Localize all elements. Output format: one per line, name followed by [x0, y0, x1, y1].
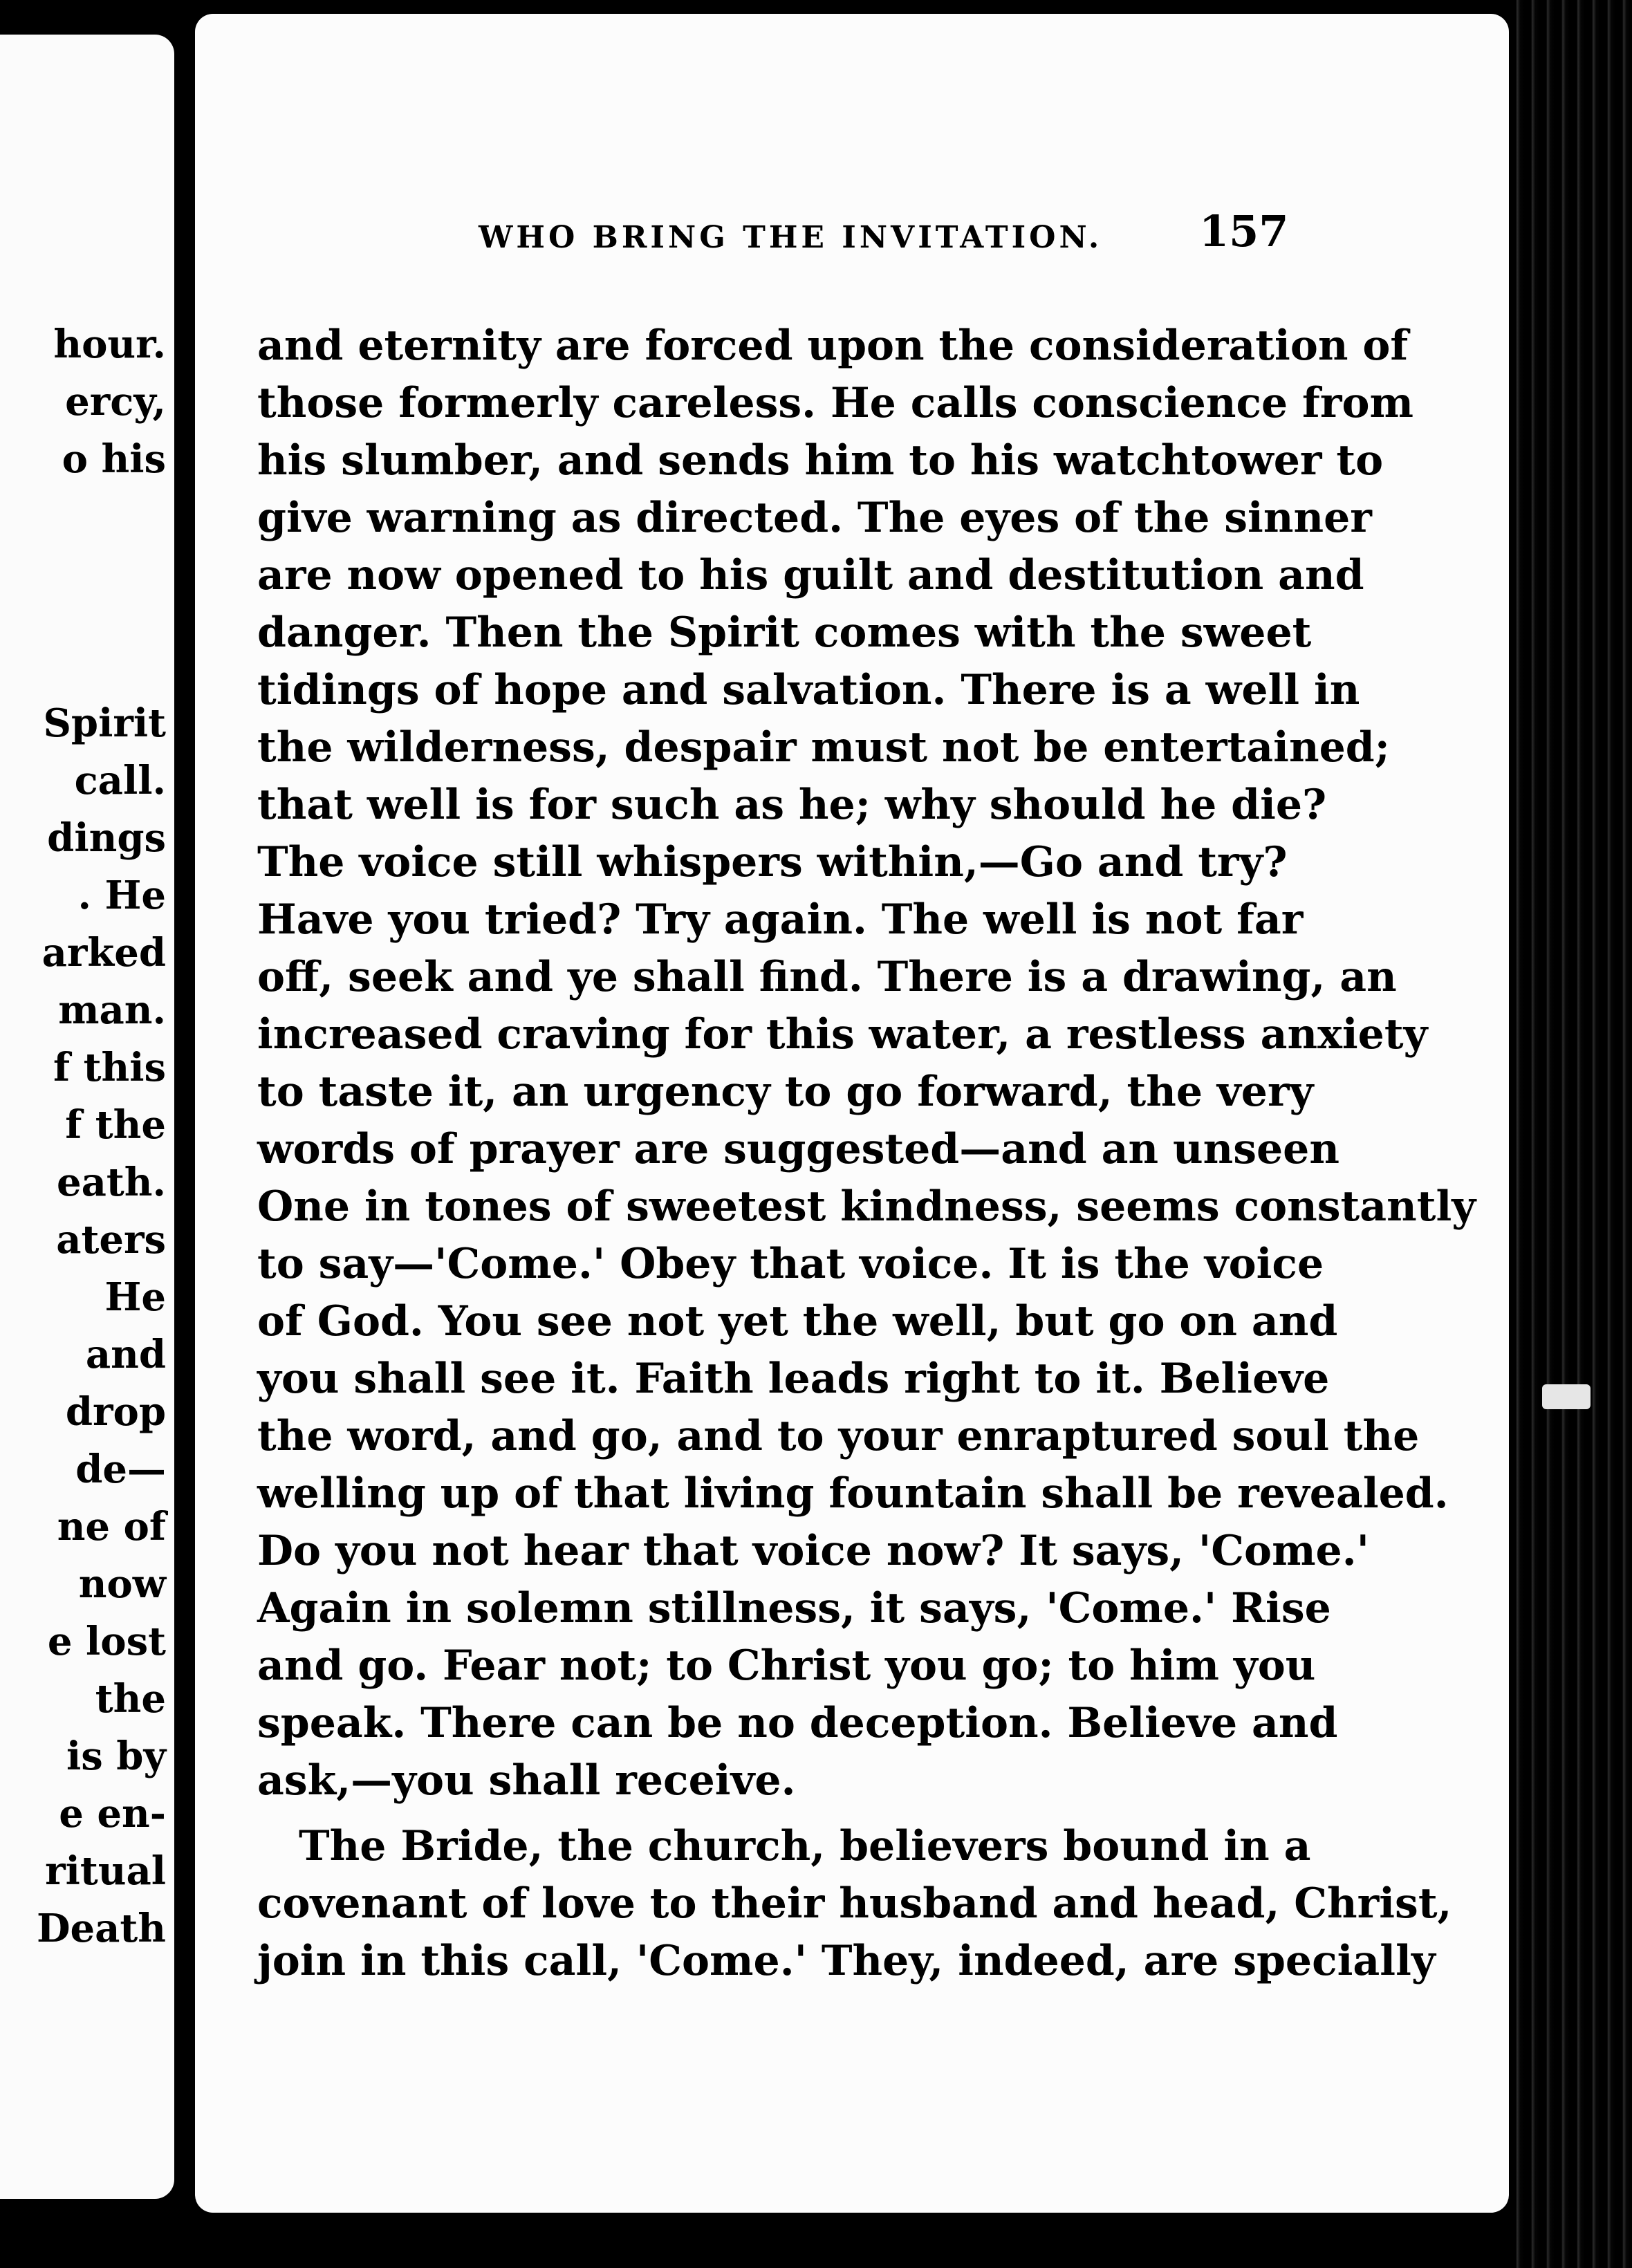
text-line: give warning as directed. The eyes of the sinner	[257, 494, 1372, 542]
text-line: of God. You see not yet the well, but go on and	[257, 1297, 1338, 1346]
book-binding-edge	[1509, 0, 1632, 2268]
left-page-line: arked	[41, 930, 166, 976]
left-page-line: e en-	[59, 1791, 166, 1837]
text-line: increased craving for this water, a restless anxiety	[257, 1010, 1428, 1059]
text-line: to say—'Come.' Obey that voice. It is the voice	[257, 1240, 1324, 1288]
left-page-line: eath.	[57, 1160, 166, 1205]
text-line: Do you not hear that voice now? It says, 'Come.'	[257, 1527, 1369, 1575]
text-line: his slumber, and sends him to his watchtower to	[257, 436, 1384, 485]
text-line: tidings of hope and salvation. There is a well in	[257, 666, 1360, 714]
left-page-line: call.	[74, 758, 166, 803]
left-page-line: ercy,	[65, 379, 166, 425]
left-page-line: hour.	[53, 322, 166, 367]
left-page-line: de—	[75, 1447, 166, 1492]
text-line: ask,—you shall receive.	[257, 1756, 796, 1805]
left-page-line: the	[95, 1676, 166, 1722]
text-line: off, seek and ye shall find. There is a drawing, an	[257, 953, 1397, 1001]
text-line: covenant of love to their husband and head, Christ,	[257, 1879, 1452, 1928]
page-number: 157	[1199, 206, 1289, 257]
left-page-line: dings	[47, 815, 166, 861]
left-page-line: aters	[56, 1217, 166, 1263]
left-page-line: is by	[66, 1733, 166, 1779]
text-line: join in this call, 'Come.' They, indeed, are specially	[257, 1937, 1436, 1985]
left-page-line: ne of	[57, 1504, 166, 1550]
left-page-line: . He	[77, 873, 166, 918]
left-page-line: now	[78, 1561, 166, 1607]
text-line: the wilderness, despair must not be entertained;	[257, 723, 1390, 772]
running-head: WHO BRING THE INVITATION.	[479, 220, 1103, 255]
book-page	[195, 14, 1509, 2213]
text-line: and go. Fear not; to Christ you go; to him you	[257, 1642, 1316, 1690]
left-page-line: f this	[53, 1045, 166, 1090]
text-line: Have you tried? Try again. The well is not far	[257, 895, 1304, 944]
text-line: One in tones of sweetest kindness, seems constantly	[257, 1182, 1476, 1231]
left-page-line: f the	[65, 1102, 166, 1148]
text-line: words of prayer are suggested—and an unseen	[257, 1125, 1339, 1173]
text-line: you shall see it. Faith leads right to it. Believe	[257, 1355, 1330, 1403]
left-page-line: ritual	[45, 1848, 166, 1894]
left-page-line: Death	[36, 1906, 166, 1951]
left-page-line: drop	[65, 1389, 166, 1435]
text-line: welling up of that living fountain shall be revealed.	[257, 1469, 1449, 1518]
text-line: the word, and go, and to your enraptured soul the	[257, 1412, 1420, 1460]
text-line: and eternity are forced upon the consideration of	[257, 322, 1409, 370]
left-page-line: Spirit	[43, 700, 166, 746]
left-page-line: man.	[58, 987, 166, 1033]
text-line: that well is for such as he; why should he die?	[257, 781, 1327, 829]
text-line: speak. There can be no deception. Believe and	[257, 1699, 1338, 1747]
paragraph-start-line: The Bride, the church, believers bound in a	[299, 1822, 1311, 1870]
left-page-line: and	[85, 1332, 166, 1377]
bookmark-tab	[1542, 1384, 1591, 1409]
text-line: Again in solemn stillness, it says, 'Come.' Rise	[257, 1584, 1331, 1633]
text-line: The voice still whispers within,—Go and try?	[257, 838, 1288, 886]
text-line: to taste it, an urgency to go forward, the very	[257, 1068, 1314, 1116]
previous-page-fragment	[0, 35, 174, 2199]
text-line: those formerly careless. He calls conscience from	[257, 379, 1413, 427]
left-page-line: e lost	[47, 1619, 166, 1664]
text-line: danger. Then the Spirit comes with the sweet	[257, 608, 1312, 657]
left-page-line: o his	[62, 436, 166, 482]
text-line: are now opened to his guilt and destitution and	[257, 551, 1364, 599]
left-page-line: He	[104, 1274, 166, 1320]
